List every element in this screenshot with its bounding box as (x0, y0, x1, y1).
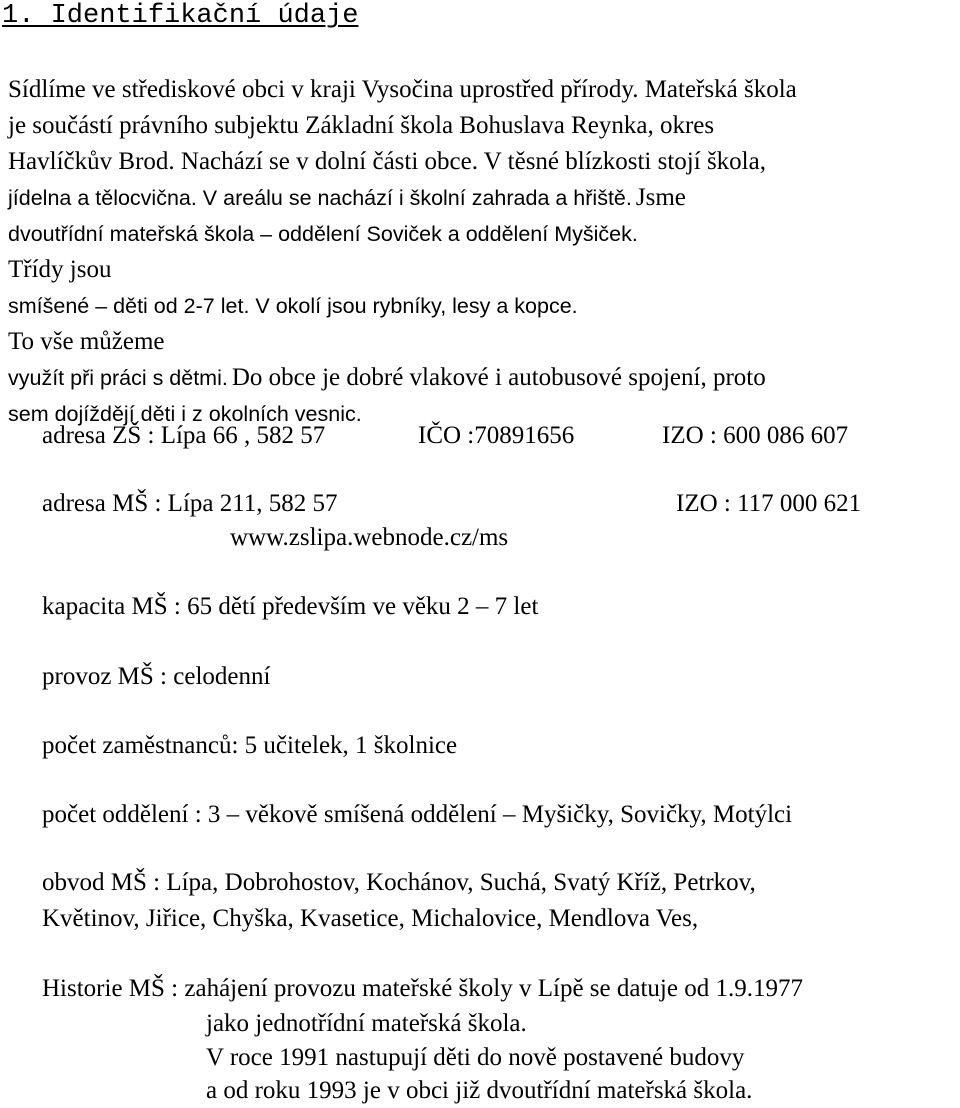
history-line: Historie MŠ : zahájení provozu mateřské školy v Lípě se datuje od 1.9.1977 (42, 975, 803, 1002)
zs-izo: IZO : 600 086 607 (662, 422, 849, 449)
departments: počet oddělení : 3 – věkově smíšená oddělení – Myšičky, Sovičky, Motýlci (42, 801, 793, 828)
ms-info-row (42, 488, 861, 520)
intro-line: smíšené – děti od 2-7 let. V okolí jsou rybníky, lesy a kopce. (8, 294, 578, 318)
intro-line: sem dojíždějí děti i z okolních vesnic. (8, 402, 362, 426)
intro-line-segment: využít při práci s dětmi. (8, 366, 228, 390)
intro-line: Sídlíme ve střediskové obci v kraji Vysočina uprostřed přírody. Mateřská škola (8, 76, 797, 103)
intro-line-mixed (8, 324, 958, 360)
intro-line: dvoutřídní mateřská škola – oddělení Soviček a oddělení Myšiček. (8, 222, 638, 246)
history-line: jako jednotřídní mateřská škola. (206, 1010, 527, 1037)
intro-line: Havlíčkův Brod. Nachází se v dolní části obce. V těsné blízkosti stojí škola, (8, 148, 766, 175)
ms-izo: IZO : 117 000 621 (676, 490, 862, 517)
district-line: obvod MŠ : Lípa, Dobrohostov, Kochánov, Suchá, Svatý Kříž, Petrkov, (42, 869, 756, 896)
intro-line: je součástí právního subjektu Základní škola Bohuslava Reynka, okres (8, 112, 715, 139)
intro-line-mixed (8, 360, 958, 396)
intro-line-segment: Jsme (635, 184, 686, 211)
staff: počet zaměstnanců: 5 učitelek, 1 školnice (42, 732, 458, 759)
operation: provoz MŠ : celodenní (42, 663, 271, 690)
intro-paragraph (8, 72, 958, 432)
history-line: a od roku 1993 je v obci již dvoutřídní mateřská škola. (206, 1077, 753, 1104)
intro-line-segment: To vše můžeme (8, 328, 165, 355)
capacity: kapacita MŠ : 65 dětí především ve věku 2 – 7 let (42, 593, 539, 620)
intro-line-mixed (8, 252, 958, 288)
intro-line-segment: Do obce je dobré vlakové i autobusové spojení, proto (231, 364, 766, 391)
website-link[interactable]: www.zslipa.webnode.cz/ms (230, 524, 509, 551)
zs-ico: IČO :70891656 (418, 422, 575, 449)
intro-line-segment: Třídy jsou (8, 256, 112, 283)
intro-line-mixed (8, 180, 958, 216)
ms-address: adresa MŠ : Lípa 211, 582 57 (42, 490, 338, 517)
history-line: V roce 1991 nastupují děti do nově postavené budovy (206, 1044, 745, 1071)
district-line: Květinov, Jiřice, Chyška, Kvasetice, Michalovice, Mendlova Ves, (42, 905, 699, 932)
zs-address: adresa ZŠ : Lípa 66 , 582 57 (42, 422, 326, 449)
zs-info-row (42, 420, 848, 452)
section-heading: 1. Identifikační údaje (2, 1, 359, 31)
intro-line: jídelna a tělocvična. V areálu se nachází i školní zahrada a hřiště. (8, 186, 632, 210)
